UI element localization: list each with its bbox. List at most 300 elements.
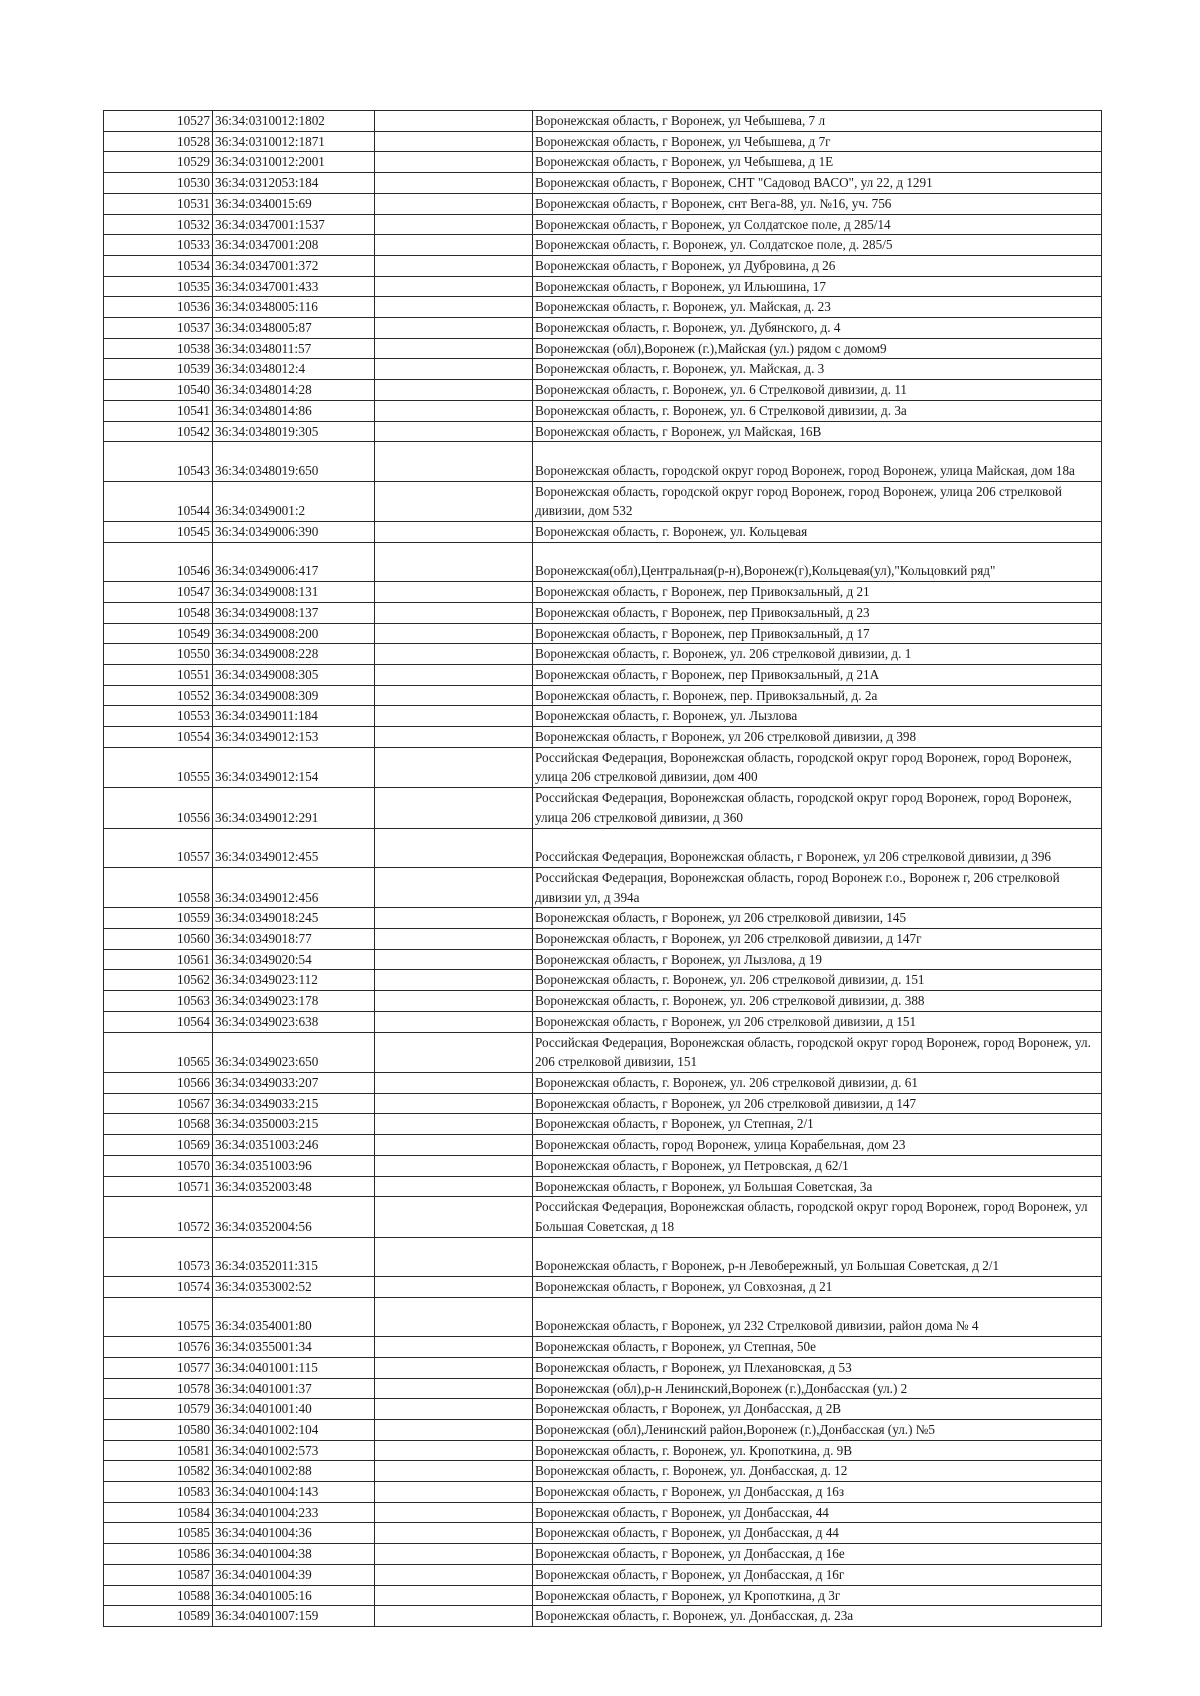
empty-cell	[375, 582, 533, 603]
cadastral-number: 36:34:0349012:154	[213, 747, 375, 787]
address: Воронежская область, г Воронеж, СНТ "Садовод ВАСО", ул 22, д 1291	[533, 173, 1102, 194]
table-row	[104, 235, 1102, 256]
row-number: 10529	[104, 152, 213, 173]
address: Воронежская область, г. Воронеж, ул. Майская, д. 3	[533, 359, 1102, 380]
cadastral-number: 36:34:0355001:34	[213, 1337, 375, 1358]
table-row	[104, 602, 1102, 623]
address: Воронежская область, г Воронеж, пер Привокзальный, д 21А	[533, 664, 1102, 685]
table-row	[104, 991, 1102, 1012]
empty-cell	[375, 1523, 533, 1544]
table-row	[104, 1237, 1102, 1276]
empty-cell	[375, 1585, 533, 1606]
table-body	[104, 111, 1102, 1627]
table-row	[104, 276, 1102, 297]
table-row	[104, 522, 1102, 543]
row-number: 10543	[104, 442, 213, 481]
row-number: 10575	[104, 1297, 213, 1336]
row-number: 10540	[104, 380, 213, 401]
table-row	[104, 193, 1102, 214]
row-number: 10587	[104, 1564, 213, 1585]
row-number: 10528	[104, 131, 213, 152]
address: Воронежская область, г Воронеж, р-н Левобережный, ул Большая Советская, д 2/1	[533, 1237, 1102, 1276]
address: Воронежская область, г Воронеж, ул 206 стрелковой дивизии, д 398	[533, 727, 1102, 748]
table-row	[104, 400, 1102, 421]
empty-cell	[375, 727, 533, 748]
row-number: 10559	[104, 908, 213, 929]
address: Воронежская область, г. Воронеж, ул. Дубянского, д. 4	[533, 318, 1102, 339]
table-row	[104, 1564, 1102, 1585]
table-row	[104, 481, 1102, 521]
cadastral-number: 36:34:0347001:372	[213, 255, 375, 276]
empty-cell	[375, 991, 533, 1012]
table-row	[104, 867, 1102, 907]
table-row	[104, 1176, 1102, 1197]
row-number: 10564	[104, 1011, 213, 1032]
row-number: 10561	[104, 949, 213, 970]
empty-cell	[375, 421, 533, 442]
cadastral-number: 36:34:0348019:650	[213, 442, 375, 481]
empty-cell	[375, 1544, 533, 1565]
row-number: 10549	[104, 623, 213, 644]
address: Воронежская область, г. Воронеж, ул. Кольцевая	[533, 522, 1102, 543]
cadastral-number: 36:34:0310012:1871	[213, 131, 375, 152]
table-row	[104, 1297, 1102, 1336]
row-number: 10530	[104, 173, 213, 194]
address: Воронежская область, г. Воронеж, ул. 206 стрелковой дивизии, д. 1	[533, 644, 1102, 665]
address: Воронежская область, г Воронеж, ул Донбасская, д 16г	[533, 1564, 1102, 1585]
table-row	[104, 1337, 1102, 1358]
address: Воронежская область, г Воронеж, ул Донбасская, д 16з	[533, 1482, 1102, 1503]
row-number: 10569	[104, 1135, 213, 1156]
empty-cell	[375, 706, 533, 727]
cadastral-number: 36:34:0349008:228	[213, 644, 375, 665]
empty-cell	[375, 1419, 533, 1440]
cadastral-number: 36:34:0349023:112	[213, 970, 375, 991]
empty-cell	[375, 1399, 533, 1420]
empty-cell	[375, 297, 533, 318]
table-row	[104, 1585, 1102, 1606]
cadastral-number: 36:34:0347001:208	[213, 235, 375, 256]
address: Воронежская область, г Воронеж, пер Привокзальный, д 23	[533, 602, 1102, 623]
cadastral-number: 36:34:0352011:315	[213, 1237, 375, 1276]
address: Воронежская(обл),Центральная(р-н),Воронеж(г),Кольцевая(ул),"Кольцовкий ряд"	[533, 542, 1102, 581]
address: Российская Федерация, Воронежская область, г Воронеж, ул 206 стрелковой дивизии, д 396	[533, 828, 1102, 867]
empty-cell	[375, 111, 533, 132]
empty-cell	[375, 1093, 533, 1114]
row-number: 10542	[104, 421, 213, 442]
empty-cell	[375, 1114, 533, 1135]
address: Воронежская область, городской округ город Воронеж, город Воронеж, улица Майская, дом 18а	[533, 442, 1102, 481]
address: Воронежская область, г. Воронеж, пер. Привокзальный, д. 2а	[533, 685, 1102, 706]
row-number: 10570	[104, 1155, 213, 1176]
address: Воронежская область, г. Воронеж, ул. 6 Стрелковой дивизии, д. 3а	[533, 400, 1102, 421]
cadastral-number: 36:34:0349023:178	[213, 991, 375, 1012]
cadastral-number: 36:34:0354001:80	[213, 1297, 375, 1336]
row-number: 10579	[104, 1399, 213, 1420]
table-row	[104, 664, 1102, 685]
cadastral-number: 36:34:0401004:36	[213, 1523, 375, 1544]
address: Воронежская (обл),Воронеж (г.),Майская (ул.) рядом с домом9	[533, 338, 1102, 359]
address: Российская Федерация, Воронежская область, город Воронеж г.о., Воронеж г, 206 стрелковой дивизии ул, д 394а	[533, 867, 1102, 907]
table-row	[104, 152, 1102, 173]
address: Воронежская область, г Воронеж, ул Лызлова, д 19	[533, 949, 1102, 970]
row-number: 10572	[104, 1197, 213, 1237]
empty-cell	[375, 867, 533, 907]
cadastral-number: 36:34:0349006:417	[213, 542, 375, 581]
cadastral-number: 36:34:0349033:215	[213, 1093, 375, 1114]
cadastral-number: 36:34:0401004:38	[213, 1544, 375, 1565]
row-number: 10583	[104, 1482, 213, 1503]
empty-cell	[375, 1176, 533, 1197]
table-row	[104, 828, 1102, 867]
table-row	[104, 727, 1102, 748]
table-row	[104, 421, 1102, 442]
row-number: 10576	[104, 1337, 213, 1358]
table-row	[104, 173, 1102, 194]
table-row	[104, 623, 1102, 644]
empty-cell	[375, 400, 533, 421]
table-row	[104, 1399, 1102, 1420]
empty-cell	[375, 1277, 533, 1298]
row-number: 10574	[104, 1277, 213, 1298]
row-number: 10534	[104, 255, 213, 276]
cadastral-number: 36:34:0348014:28	[213, 380, 375, 401]
table-row	[104, 1606, 1102, 1627]
address: Воронежская область, г Воронеж, пер Привокзальный, д 17	[533, 623, 1102, 644]
empty-cell	[375, 908, 533, 929]
address: Воронежская область, г. Воронеж, ул. Кропоткина, д. 9В	[533, 1440, 1102, 1461]
table-row	[104, 1093, 1102, 1114]
table-row	[104, 1197, 1102, 1237]
cadastral-number: 36:34:0349008:137	[213, 602, 375, 623]
table-row	[104, 380, 1102, 401]
address: Воронежская область, г. Воронеж, ул. Майская, д. 23	[533, 297, 1102, 318]
row-number: 10550	[104, 644, 213, 665]
empty-cell	[375, 193, 533, 214]
cadastral-number: 36:34:0349012:456	[213, 867, 375, 907]
address: Воронежская область, г Воронеж, ул Чебышева, д 7г	[533, 131, 1102, 152]
empty-cell	[375, 1337, 533, 1358]
address: Воронежская область, г Воронеж, ул Петровская, д 62/1	[533, 1155, 1102, 1176]
row-number: 10563	[104, 991, 213, 1012]
empty-cell	[375, 788, 533, 828]
row-number: 10531	[104, 193, 213, 214]
address: Воронежская область, г Воронеж, ул 232 Стрелковой дивизии, район дома № 4	[533, 1297, 1102, 1336]
row-number: 10557	[104, 828, 213, 867]
table-row	[104, 111, 1102, 132]
cadastral-number: 36:34:0349001:2	[213, 481, 375, 521]
empty-cell	[375, 1237, 533, 1276]
address: Российская Федерация, Воронежская область, городской округ город Воронеж, город Воронеж, улица 206 стрелковой дивизии, дом 400	[533, 747, 1102, 787]
empty-cell	[375, 1440, 533, 1461]
address: Воронежская область, г Воронеж, ул Кропоткина, д 3г	[533, 1585, 1102, 1606]
row-number: 10560	[104, 929, 213, 950]
cadastral-number: 36:34:0349012:291	[213, 788, 375, 828]
empty-cell	[375, 1461, 533, 1482]
address: Воронежская область, г. Воронеж, ул. Донбасская, д. 23а	[533, 1606, 1102, 1627]
table-row	[104, 255, 1102, 276]
cadastral-number: 36:34:0349033:207	[213, 1073, 375, 1094]
address: Российская Федерация, Воронежская область, городской округ город Воронеж, город Воронеж, улица 206 стрелковой дивизии, д 360	[533, 788, 1102, 828]
empty-cell	[375, 542, 533, 581]
address: Воронежская область, г Воронеж, ул 206 стрелковой дивизии, 145	[533, 908, 1102, 929]
row-number: 10556	[104, 788, 213, 828]
table-row	[104, 1155, 1102, 1176]
address: Воронежская область, г Воронеж, ул Дубровина, д 26	[533, 255, 1102, 276]
row-number: 10552	[104, 685, 213, 706]
row-number: 10578	[104, 1378, 213, 1399]
empty-cell	[375, 318, 533, 339]
cadastral-number: 36:34:0348012:4	[213, 359, 375, 380]
address: Воронежская область, г Воронеж, пер Привокзальный, д 21	[533, 582, 1102, 603]
row-number: 10585	[104, 1523, 213, 1544]
table-row	[104, 131, 1102, 152]
empty-cell	[375, 1357, 533, 1378]
table-row	[104, 706, 1102, 727]
address: Воронежская область, г. Воронеж, ул. Донбасская, д. 12	[533, 1461, 1102, 1482]
empty-cell	[375, 1564, 533, 1585]
row-number: 10551	[104, 664, 213, 685]
row-number: 10562	[104, 970, 213, 991]
empty-cell	[375, 1135, 533, 1156]
table-row	[104, 970, 1102, 991]
table-row	[104, 442, 1102, 481]
row-number: 10580	[104, 1419, 213, 1440]
empty-cell	[375, 1606, 533, 1627]
address: Воронежская область, г Воронеж, ул Степная, 2/1	[533, 1114, 1102, 1135]
cadastral-number: 36:34:0310012:1802	[213, 111, 375, 132]
table-row	[104, 644, 1102, 665]
cadastral-number: 36:34:0348005:87	[213, 318, 375, 339]
address: Воронежская область, г. Воронеж, ул. 6 Стрелковой дивизии, д. 11	[533, 380, 1102, 401]
address: Воронежская (обл),Ленинский район,Воронеж (г.),Донбасская (ул.) №5	[533, 1419, 1102, 1440]
cadastral-number: 36:34:0349006:390	[213, 522, 375, 543]
row-number: 10537	[104, 318, 213, 339]
cadastral-number: 36:34:0312053:184	[213, 173, 375, 194]
address: Воронежская область, г Воронеж, ул Донбасская, д 44	[533, 1523, 1102, 1544]
empty-cell	[375, 1297, 533, 1336]
cadastral-number: 36:34:0348019:305	[213, 421, 375, 442]
row-number: 10539	[104, 359, 213, 380]
table-row	[104, 1378, 1102, 1399]
cadastral-number: 36:34:0349023:638	[213, 1011, 375, 1032]
address: Воронежская область, г Воронеж, ул Донбасская, д 16е	[533, 1544, 1102, 1565]
cadastral-number: 36:34:0353002:52	[213, 1277, 375, 1298]
address: Воронежская область, г Воронеж, ул Чебышева, д 1Е	[533, 152, 1102, 173]
empty-cell	[375, 1502, 533, 1523]
address: Воронежская область, г Воронеж, ул Степная, 50е	[533, 1337, 1102, 1358]
empty-cell	[375, 602, 533, 623]
row-number: 10588	[104, 1585, 213, 1606]
empty-cell	[375, 664, 533, 685]
table-row	[104, 542, 1102, 581]
table-row	[104, 929, 1102, 950]
row-number: 10541	[104, 400, 213, 421]
empty-cell	[375, 338, 533, 359]
address: Российская Федерация, Воронежская область, городской округ город Воронеж, город Воронеж, ул Большая Советская, д 18	[533, 1197, 1102, 1237]
cadastral-number: 36:34:0349020:54	[213, 949, 375, 970]
table-row	[104, 582, 1102, 603]
cadastral-number: 36:34:0401001:115	[213, 1357, 375, 1378]
empty-cell	[375, 1032, 533, 1072]
empty-cell	[375, 276, 533, 297]
table-row	[104, 1277, 1102, 1298]
empty-cell	[375, 1482, 533, 1503]
row-number: 10584	[104, 1502, 213, 1523]
table-row	[104, 1032, 1102, 1072]
cadastral-number: 36:34:0349008:305	[213, 664, 375, 685]
table-row	[104, 1523, 1102, 1544]
row-number: 10535	[104, 276, 213, 297]
row-number: 10553	[104, 706, 213, 727]
table-row	[104, 1357, 1102, 1378]
row-number: 10577	[104, 1357, 213, 1378]
cadastral-number: 36:34:0349023:650	[213, 1032, 375, 1072]
empty-cell	[375, 623, 533, 644]
empty-cell	[375, 235, 533, 256]
cadastral-number: 36:34:0401005:16	[213, 1585, 375, 1606]
cadastral-register-table	[103, 110, 1102, 1627]
cadastral-number: 36:34:0348014:86	[213, 400, 375, 421]
cadastral-number: 36:34:0352003:48	[213, 1176, 375, 1197]
table-row	[104, 1073, 1102, 1094]
cadastral-number: 36:34:0401004:233	[213, 1502, 375, 1523]
table-row	[104, 1544, 1102, 1565]
table-row	[104, 1440, 1102, 1461]
empty-cell	[375, 481, 533, 521]
row-number: 10555	[104, 747, 213, 787]
empty-cell	[375, 214, 533, 235]
address: Воронежская область, г Воронеж, ул 206 стрелковой дивизии, д 151	[533, 1011, 1102, 1032]
table-row	[104, 318, 1102, 339]
empty-cell	[375, 1155, 533, 1176]
row-number: 10545	[104, 522, 213, 543]
row-number: 10532	[104, 214, 213, 235]
cadastral-number: 36:34:0349012:153	[213, 727, 375, 748]
address: Воронежская область, г. Воронеж, ул. 206 стрелковой дивизии, д. 151	[533, 970, 1102, 991]
address: Воронежская область, г Воронеж, ул Майская, 16В	[533, 421, 1102, 442]
empty-cell	[375, 1197, 533, 1237]
cadastral-number: 36:34:0349008:200	[213, 623, 375, 644]
cadastral-number: 36:34:0401001:37	[213, 1378, 375, 1399]
row-number: 10536	[104, 297, 213, 318]
table-row	[104, 908, 1102, 929]
address: Воронежская (обл),р-н Ленинский,Воронеж (г.),Донбасская (ул.) 2	[533, 1378, 1102, 1399]
table-row	[104, 1461, 1102, 1482]
cadastral-number: 36:34:0351003:96	[213, 1155, 375, 1176]
empty-cell	[375, 522, 533, 543]
address: Воронежская область, г Воронеж, ул 206 стрелковой дивизии, д 147	[533, 1093, 1102, 1114]
table-row	[104, 1114, 1102, 1135]
cadastral-number: 36:34:0401007:159	[213, 1606, 375, 1627]
cadastral-number: 36:34:0348005:116	[213, 297, 375, 318]
empty-cell	[375, 173, 533, 194]
cadastral-number: 36:34:0401002:573	[213, 1440, 375, 1461]
row-number: 10571	[104, 1176, 213, 1197]
empty-cell	[375, 380, 533, 401]
table-row	[104, 338, 1102, 359]
row-number: 10558	[104, 867, 213, 907]
row-number: 10527	[104, 111, 213, 132]
row-number: 10544	[104, 481, 213, 521]
row-number: 10538	[104, 338, 213, 359]
address: Воронежская область, г. Воронеж, ул. 206 стрелковой дивизии, д. 61	[533, 1073, 1102, 1094]
row-number: 10586	[104, 1544, 213, 1565]
row-number: 10548	[104, 602, 213, 623]
address: Воронежская область, городской округ город Воронеж, город Воронеж, улица 206 стрелковой дивизии, дом 532	[533, 481, 1102, 521]
cadastral-number: 36:34:0351003:246	[213, 1135, 375, 1156]
cadastral-number: 36:34:0401002:104	[213, 1419, 375, 1440]
address: Воронежская область, г Воронеж, ул Чебышева, 7 л	[533, 111, 1102, 132]
address: Воронежская область, г Воронеж, ул Донбасская, 44	[533, 1502, 1102, 1523]
table-row	[104, 214, 1102, 235]
cadastral-number: 36:34:0347001:1537	[213, 214, 375, 235]
address: Воронежская область, г. Воронеж, ул. Солдатское поле, д. 285/5	[533, 235, 1102, 256]
empty-cell	[375, 152, 533, 173]
row-number: 10554	[104, 727, 213, 748]
empty-cell	[375, 359, 533, 380]
table-row	[104, 747, 1102, 787]
empty-cell	[375, 949, 533, 970]
cadastral-number: 36:34:0352004:56	[213, 1197, 375, 1237]
row-number: 10581	[104, 1440, 213, 1461]
cadastral-number: 36:34:0347001:433	[213, 276, 375, 297]
table-row	[104, 1502, 1102, 1523]
cadastral-number: 36:34:0349008:131	[213, 582, 375, 603]
row-number: 10566	[104, 1073, 213, 1094]
cadastral-number: 36:34:0310012:2001	[213, 152, 375, 173]
address: Воронежская область, г Воронеж, ул Совхозная, д 21	[533, 1277, 1102, 1298]
empty-cell	[375, 255, 533, 276]
cadastral-number: 36:34:0401001:40	[213, 1399, 375, 1420]
cadastral-number: 36:34:0401002:88	[213, 1461, 375, 1482]
empty-cell	[375, 828, 533, 867]
address: Воронежская область, г Воронеж, ул Ильюшина, 17	[533, 276, 1102, 297]
cadastral-number: 36:34:0350003:215	[213, 1114, 375, 1135]
row-number: 10568	[104, 1114, 213, 1135]
address: Российская Федерация, Воронежская область, городской округ город Воронеж, город Воронеж, ул. 206 стрелковой дивизии, 151	[533, 1032, 1102, 1072]
row-number: 10565	[104, 1032, 213, 1072]
table-row	[104, 685, 1102, 706]
cadastral-number: 36:34:0349018:77	[213, 929, 375, 950]
row-number: 10589	[104, 1606, 213, 1627]
table-row	[104, 359, 1102, 380]
address: Воронежская область, г Воронеж, ул Плехановская, д 53	[533, 1357, 1102, 1378]
row-number: 10573	[104, 1237, 213, 1276]
row-number: 10547	[104, 582, 213, 603]
table-row	[104, 297, 1102, 318]
table-row	[104, 1135, 1102, 1156]
empty-cell	[375, 970, 533, 991]
cadastral-number: 36:34:0340015:69	[213, 193, 375, 214]
address: Воронежская область, г Воронеж, ул 206 стрелковой дивизии, д 147г	[533, 929, 1102, 950]
empty-cell	[375, 747, 533, 787]
row-number: 10546	[104, 542, 213, 581]
address: Воронежская область, город Воронеж, улица Корабельная, дом 23	[533, 1135, 1102, 1156]
address: Воронежская область, г Воронеж, ул Большая Советская, 3а	[533, 1176, 1102, 1197]
address: Воронежская область, г Воронеж, снт Вега-88, ул. №16, уч. 756	[533, 193, 1102, 214]
empty-cell	[375, 1378, 533, 1399]
row-number: 10582	[104, 1461, 213, 1482]
row-number: 10567	[104, 1093, 213, 1114]
cadastral-number: 36:34:0349011:184	[213, 706, 375, 727]
address: Воронежская область, г. Воронеж, ул. 206 стрелковой дивизии, д. 388	[533, 991, 1102, 1012]
address: Воронежская область, г Воронеж, ул Солдатское поле, д 285/14	[533, 214, 1102, 235]
cadastral-number: 36:34:0401004:143	[213, 1482, 375, 1503]
cadastral-number: 36:34:0349008:309	[213, 685, 375, 706]
empty-cell	[375, 131, 533, 152]
table-row	[104, 949, 1102, 970]
